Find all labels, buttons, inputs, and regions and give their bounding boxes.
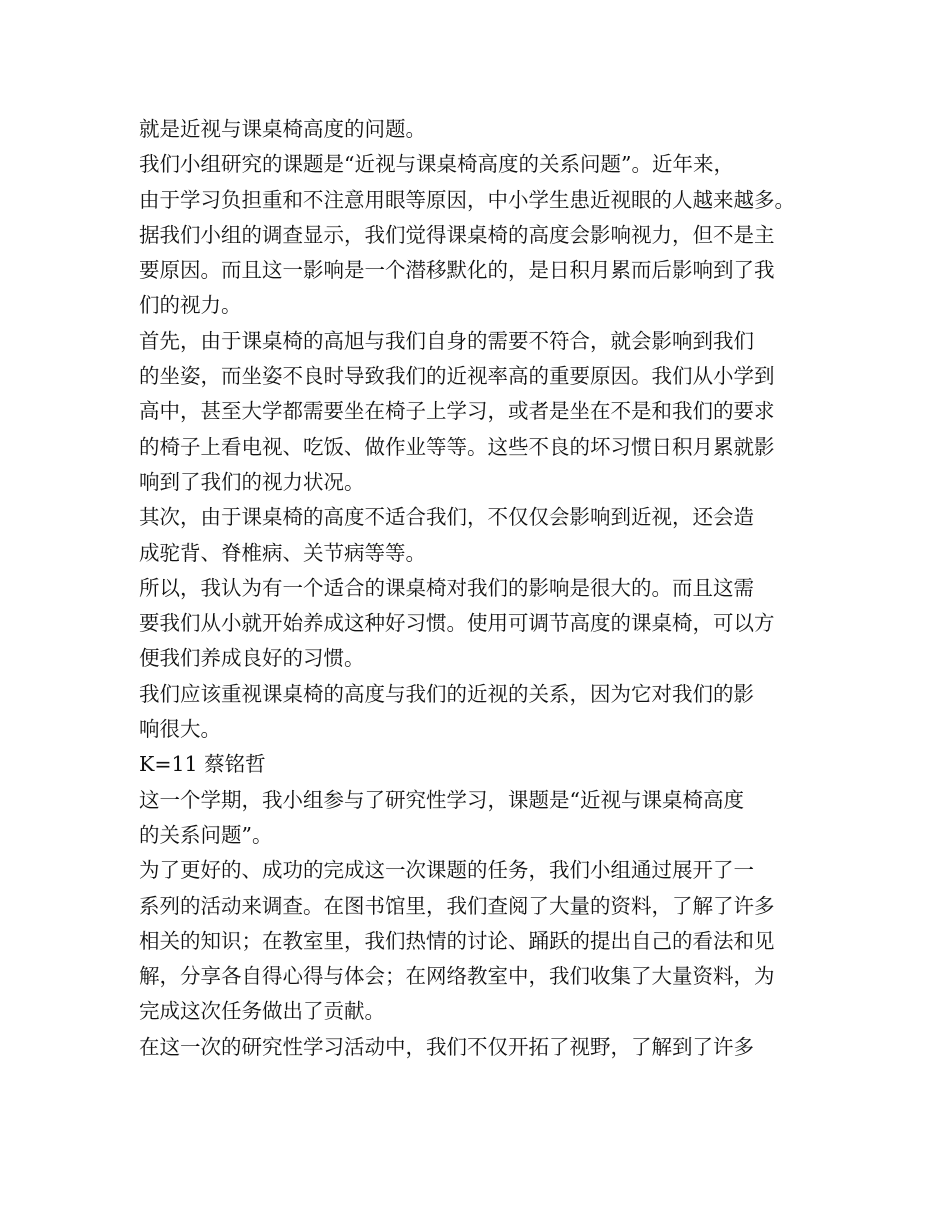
text-line: 高中，甚至大学都需要坐在椅子上学习，或者是坐在不是和我们的要求 (139, 399, 775, 424)
text-line: 们的视力。 (139, 293, 242, 318)
text-line: 在这一次的研究性学习活动中，我们不仅开拓了视野，了解到了许多 (139, 1034, 754, 1059)
text-line: 系列的活动来调查。在图书馆里，我们查阅了大量的资料，了解了许多 (139, 893, 775, 918)
text-line: 便我们养成良好的习惯。 (139, 646, 365, 671)
text-line: 完成这次任务做出了贡献。 (139, 999, 385, 1024)
text-line: 的关系问题”。 (139, 822, 273, 847)
text-line: 解，分享各自得心得与体会；在网络教室中，我们收集了大量资料，为 (139, 964, 775, 989)
text-line: 要原因。而且这一影响是一个潜移默化的，是日积月累而后影响到了我 (139, 258, 775, 283)
text-line: 据我们小组的调查显示，我们觉得课桌椅的高度会影响视力，但不是主 (139, 222, 775, 247)
text-line: 首先，由于课桌椅的高旭与我们自身的需要不符合，就会影响到我们 (139, 328, 754, 353)
text-line: 所以，我认为有一个适合的课桌椅对我们的影响是很大的。而且这需 (139, 575, 754, 600)
text-line: 这一个学期，我小组参与了研究性学习，课题是“近视与课桌椅高度 (139, 787, 744, 812)
text-line: 其次，由于课桌椅的高度不适合我们，不仅仅会影响到近视，还会造 (139, 505, 754, 530)
text-line: 的椅子上看电视、吃饭、做作业等等。这些不良的坏习惯日积月累就影 (139, 434, 775, 459)
text-line: 为了更好的、成功的完成这一次课题的任务，我们小组通过展开了一 (139, 858, 754, 883)
text-line: 响到了我们的视力状况。 (139, 469, 365, 494)
text-line: 我们小组研究的课题是“近视与课桌椅高度的关系问题”。近年来， (139, 152, 734, 177)
text-line: 的坐姿，而坐姿不良时导致我们的近视率高的重要原因。我们从小学到 (139, 364, 775, 389)
text-line: 响很大。 (139, 717, 221, 742)
text-line: 我们应该重视课桌椅的高度与我们的近视的关系，因为它对我们的影 (139, 681, 754, 706)
text-line: 相关的知识；在教室里，我们热情的讨论、踊跃的提出自己的看法和见 (139, 928, 775, 953)
text-line: 要我们从小就开始养成这种好习惯。使用可调节高度的课桌椅，可以方 (139, 611, 775, 636)
document-body (139, 112, 829, 1065)
text-line: 就是近视与课桌椅高度的问题。 (139, 117, 426, 141)
author-line: K=11 蔡铭哲 (139, 752, 266, 777)
text-line: 成驼背、脊椎病、关节病等等。 (139, 540, 426, 565)
text-line: 由于学习负担重和不注意用眼等原因，中小学生患近视眼的人越来越多。 (139, 187, 795, 212)
